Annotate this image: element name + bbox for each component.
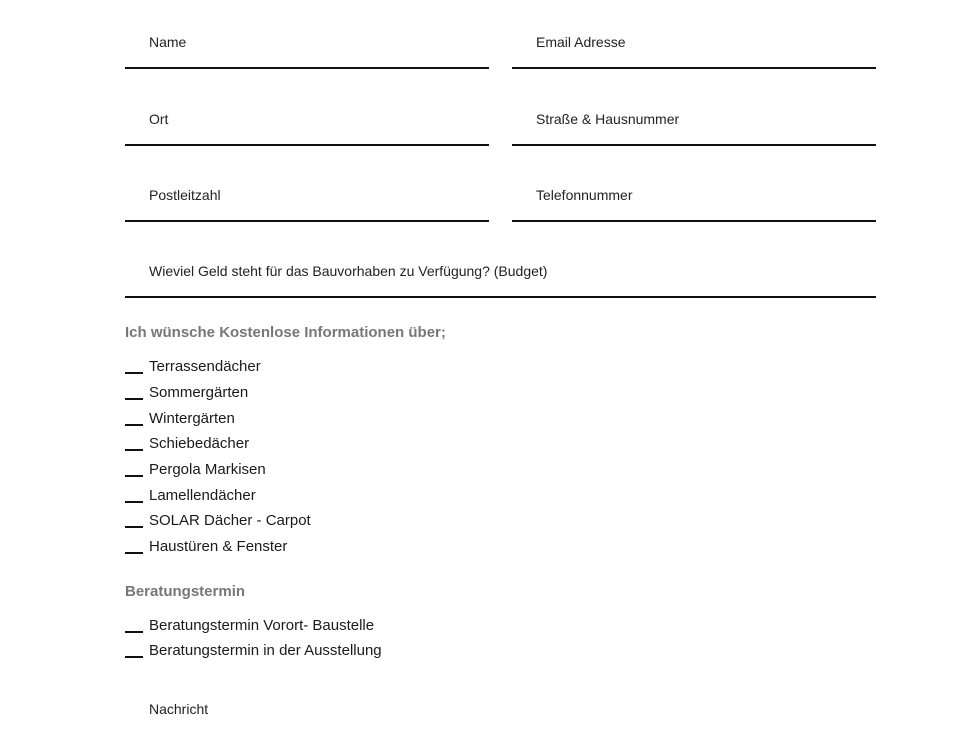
telefon-field[interactable]: [512, 175, 876, 222]
option-label: SOLAR Dächer - Carpot: [149, 512, 311, 529]
checkbox[interactable]: [125, 552, 143, 554]
checkbox[interactable]: [125, 475, 143, 477]
email-field[interactable]: [512, 22, 876, 69]
checkbox[interactable]: [125, 526, 143, 528]
beratung-option[interactable]: [125, 613, 374, 635]
beratung-option[interactable]: [125, 638, 382, 660]
ort-field[interactable]: [125, 99, 489, 146]
beratung-section-title: Beratungstermin: [125, 583, 246, 600]
ort-placeholder: Ort: [149, 111, 169, 127]
info-option[interactable]: [125, 406, 235, 428]
info-option[interactable]: [125, 431, 249, 453]
option-label: Sommergärten: [149, 384, 249, 401]
option-label: Beratungstermin in der Ausstellung: [149, 642, 382, 659]
info-option[interactable]: [125, 508, 311, 530]
name-placeholder: Name: [149, 34, 187, 50]
option-label: Haustüren & Fenster: [149, 538, 288, 555]
checkbox[interactable]: [125, 656, 143, 658]
name-field[interactable]: [125, 22, 489, 69]
option-label: Wintergärten: [149, 410, 235, 427]
info-option[interactable]: [125, 534, 287, 556]
nachricht-placeholder: Nachricht: [149, 701, 209, 717]
option-label: Lamellendächer: [149, 487, 256, 504]
checkbox[interactable]: [125, 449, 143, 451]
checkbox[interactable]: [125, 424, 143, 426]
plz-field[interactable]: [125, 175, 489, 222]
option-label: Terrassendächer: [149, 358, 261, 375]
budget-field[interactable]: [125, 251, 876, 298]
option-label: Pergola Markisen: [149, 461, 266, 478]
option-label: Beratungstermin Vorort- Baustelle: [149, 617, 375, 634]
plz-placeholder: Postleitzahl: [149, 187, 221, 203]
info-option[interactable]: [125, 457, 266, 479]
strasse-placeholder: Straße & Hausnummer: [536, 111, 680, 127]
info-option[interactable]: [125, 354, 261, 376]
nachricht-field[interactable]: [125, 690, 876, 744]
info-option[interactable]: [125, 380, 248, 402]
checkbox[interactable]: [125, 372, 143, 374]
checkbox[interactable]: [125, 398, 143, 400]
info-option[interactable]: [125, 483, 256, 505]
checkbox[interactable]: [125, 631, 143, 633]
info-section-title: Ich wünsche Kostenlose Informationen über;: [125, 324, 446, 341]
strasse-field[interactable]: [512, 99, 876, 146]
budget-placeholder: Wieviel Geld steht für das Bauvorhaben zu Verfügung? (Budget): [149, 263, 548, 279]
checkbox[interactable]: [125, 501, 143, 503]
telefon-placeholder: Telefonnummer: [536, 187, 633, 203]
option-label: Schiebedächer: [149, 435, 250, 452]
email-placeholder: Email Adresse: [536, 34, 626, 50]
